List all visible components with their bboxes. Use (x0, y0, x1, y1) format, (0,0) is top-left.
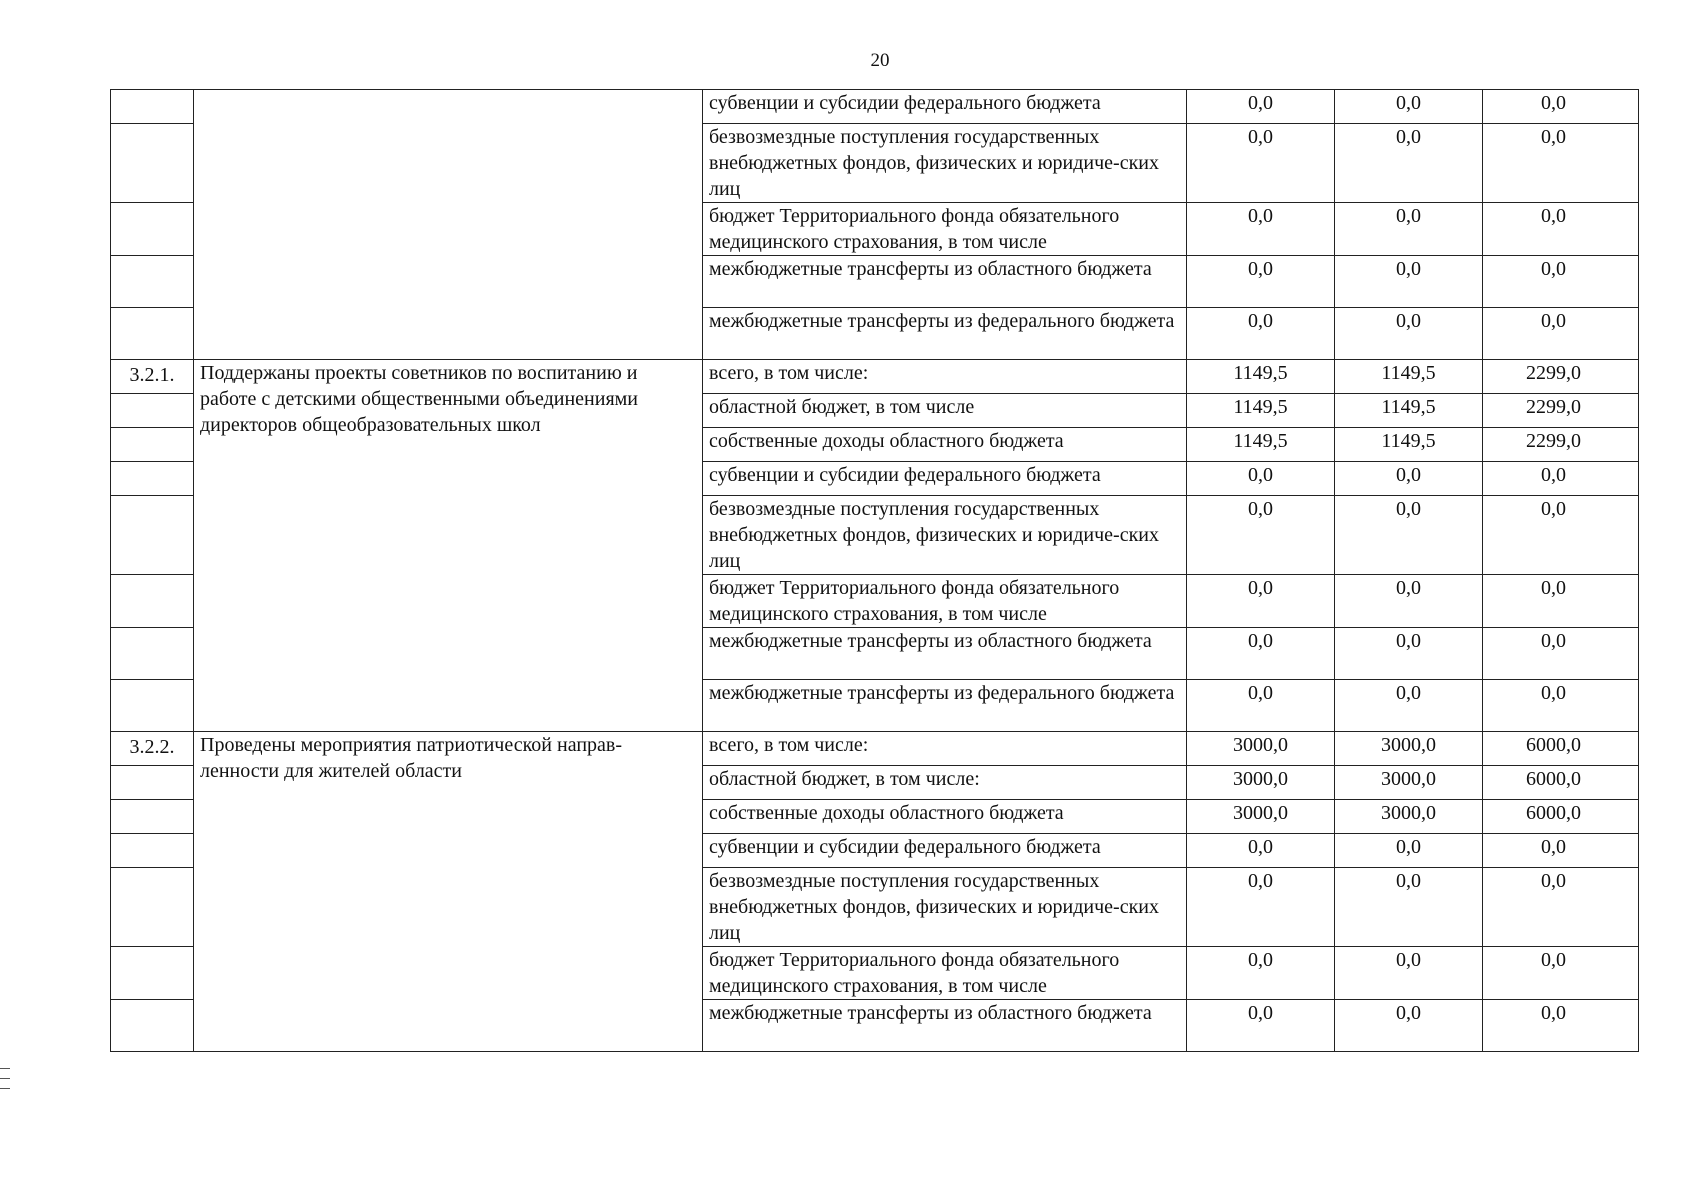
number-cell (111, 428, 194, 462)
value-year-1: 0,0 (1187, 680, 1335, 732)
binding-mark (0, 1088, 10, 1089)
funding-source: межбюджетные трансферты из федерального бюджета (703, 308, 1187, 360)
number-cell (111, 124, 194, 203)
value-total: 6000,0 (1483, 766, 1639, 800)
value-year-2: 0,0 (1335, 256, 1483, 308)
value-year-2: 3000,0 (1335, 800, 1483, 834)
number-cell (111, 394, 194, 428)
value-total: 0,0 (1483, 124, 1639, 203)
item-title: Проведены мероприятия патриотической направ-ленности для жителей области (194, 732, 703, 1052)
number-cell (111, 766, 194, 800)
funding-source: областной бюджет, в том числе: (703, 766, 1187, 800)
value-year-2: 3000,0 (1335, 766, 1483, 800)
value-year-2: 0,0 (1335, 203, 1483, 256)
value-year-2: 0,0 (1335, 868, 1483, 947)
table-row (111, 732, 1639, 766)
value-year-2: 0,0 (1335, 124, 1483, 203)
number-cell (111, 90, 194, 124)
value-total: 0,0 (1483, 256, 1639, 308)
value-total: 0,0 (1483, 308, 1639, 360)
funding-source: безвозмездные поступления государственных внебюджетных фондов, физических и юридиче-ских лиц (703, 124, 1187, 203)
value-year-1: 0,0 (1187, 90, 1335, 124)
value-total: 6000,0 (1483, 732, 1639, 766)
value-year-1: 1149,5 (1187, 360, 1335, 394)
value-year-2: 1149,5 (1335, 394, 1483, 428)
number-cell (111, 800, 194, 834)
table-row (111, 90, 1639, 124)
value-total: 0,0 (1483, 1000, 1639, 1052)
value-year-2: 1149,5 (1335, 428, 1483, 462)
value-total: 2299,0 (1483, 428, 1639, 462)
funding-source: бюджет Территориального фонда обязательного медицинского страхования, в том числе (703, 947, 1187, 1000)
value-total: 2299,0 (1483, 394, 1639, 428)
number-cell (111, 628, 194, 680)
value-total: 0,0 (1483, 496, 1639, 575)
value-year-2: 0,0 (1335, 308, 1483, 360)
table-row (111, 360, 1639, 394)
number-cell (111, 575, 194, 628)
funding-source: безвозмездные поступления государственных внебюджетных фондов, физических и юридиче-ских лиц (703, 496, 1187, 575)
value-year-1: 0,0 (1187, 203, 1335, 256)
value-total: 0,0 (1483, 90, 1639, 124)
value-total: 6000,0 (1483, 800, 1639, 834)
number-cell (111, 496, 194, 575)
value-year-1: 0,0 (1187, 628, 1335, 680)
funding-source: безвозмездные поступления государственных внебюджетных фондов, физических и юридиче-ских лиц (703, 868, 1187, 947)
value-year-1: 0,0 (1187, 124, 1335, 203)
value-total: 0,0 (1483, 680, 1639, 732)
funding-source: бюджет Территориального фонда обязательного медицинского страхования, в том числе (703, 575, 1187, 628)
value-year-1: 0,0 (1187, 256, 1335, 308)
value-year-2: 0,0 (1335, 90, 1483, 124)
value-year-1: 0,0 (1187, 575, 1335, 628)
value-year-1: 3000,0 (1187, 732, 1335, 766)
number-cell (111, 868, 194, 947)
value-year-1: 0,0 (1187, 462, 1335, 496)
value-year-2: 0,0 (1335, 628, 1483, 680)
number-cell (111, 308, 194, 360)
funding-source: субвенции и субсидии федерального бюджета (703, 90, 1187, 124)
value-year-1: 0,0 (1187, 834, 1335, 868)
binding-mark (0, 1068, 10, 1069)
value-total: 0,0 (1483, 575, 1639, 628)
funding-source: бюджет Территориального фонда обязательного медицинского страхования, в том числе (703, 203, 1187, 256)
value-year-1: 0,0 (1187, 308, 1335, 360)
item-title: Поддержаны проекты советников по воспитанию и работе с детскими общественными объединениями директоров общеобразовательных школ (194, 360, 703, 732)
funding-source: областной бюджет, в том числе (703, 394, 1187, 428)
binding-mark (0, 1078, 10, 1079)
page-number: 20 (870, 50, 890, 71)
funding-source: собственные доходы областного бюджета (703, 800, 1187, 834)
funding-source: межбюджетные трансферты из федерального бюджета (703, 680, 1187, 732)
value-year-2: 0,0 (1335, 1000, 1483, 1052)
value-year-1: 0,0 (1187, 496, 1335, 575)
value-year-2: 0,0 (1335, 680, 1483, 732)
number-cell (111, 256, 194, 308)
value-year-1: 0,0 (1187, 868, 1335, 947)
funding-source: субвенции и субсидии федерального бюджета (703, 462, 1187, 496)
value-year-2: 0,0 (1335, 834, 1483, 868)
value-total: 0,0 (1483, 628, 1639, 680)
funding-source: межбюджетные трансферты из областного бюджета (703, 628, 1187, 680)
item-number: 3.2.1. (111, 360, 194, 394)
value-total: 0,0 (1483, 947, 1639, 1000)
item-number: 3.2.2. (111, 732, 194, 766)
value-year-2: 1149,5 (1335, 360, 1483, 394)
number-cell (111, 1000, 194, 1052)
value-year-2: 0,0 (1335, 947, 1483, 1000)
number-cell (111, 834, 194, 868)
value-year-2: 0,0 (1335, 496, 1483, 575)
funding-source: межбюджетные трансферты из областного бюджета (703, 256, 1187, 308)
value-year-1: 1149,5 (1187, 428, 1335, 462)
number-cell (111, 203, 194, 256)
value-year-1: 1149,5 (1187, 394, 1335, 428)
value-total: 0,0 (1483, 203, 1639, 256)
value-year-1: 3000,0 (1187, 766, 1335, 800)
value-year-1: 3000,0 (1187, 800, 1335, 834)
value-total: 0,0 (1483, 834, 1639, 868)
value-year-2: 0,0 (1335, 462, 1483, 496)
value-total: 0,0 (1483, 868, 1639, 947)
funding-source: всего, в том числе: (703, 360, 1187, 394)
budget-table (110, 89, 1639, 1052)
funding-source: всего, в том числе: (703, 732, 1187, 766)
number-cell (111, 462, 194, 496)
item-title-cell (194, 90, 703, 360)
value-year-1: 0,0 (1187, 947, 1335, 1000)
value-year-1: 0,0 (1187, 1000, 1335, 1052)
number-cell (111, 680, 194, 732)
value-total: 2299,0 (1483, 360, 1639, 394)
funding-source: межбюджетные трансферты из областного бюджета (703, 1000, 1187, 1052)
value-year-2: 0,0 (1335, 575, 1483, 628)
funding-source: собственные доходы областного бюджета (703, 428, 1187, 462)
funding-source: субвенции и субсидии федерального бюджета (703, 834, 1187, 868)
number-cell (111, 947, 194, 1000)
value-total: 0,0 (1483, 462, 1639, 496)
value-year-2: 3000,0 (1335, 732, 1483, 766)
